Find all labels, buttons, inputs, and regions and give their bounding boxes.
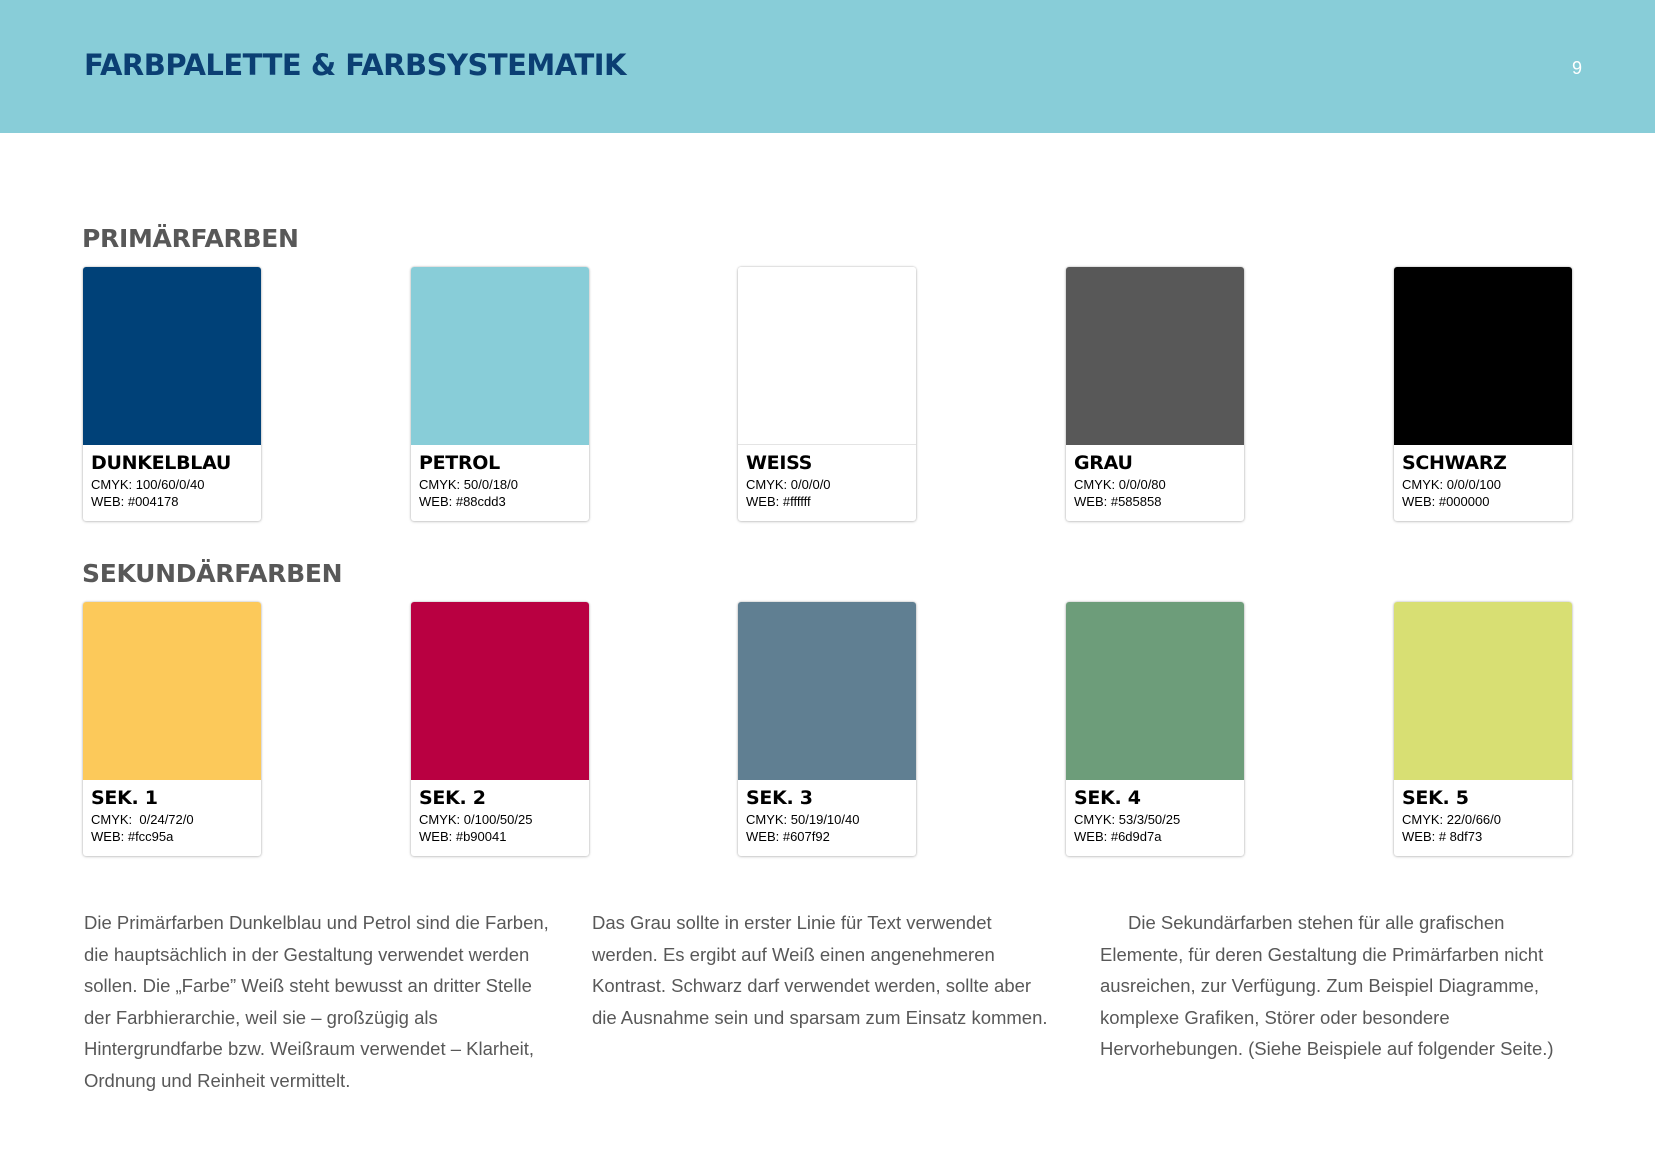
swatch-web: WEB: #fcc95a <box>91 829 174 844</box>
swatch-name: SEK. 5 <box>1402 787 1469 809</box>
secondary-swatch-row <box>83 602 1573 856</box>
swatch-web: WEB: #607f92 <box>746 829 830 844</box>
swatch-color <box>1394 602 1572 780</box>
swatch-color <box>1066 602 1244 780</box>
swatch-web: WEB: #88cdd3 <box>419 494 506 509</box>
swatch-web: WEB: #6d9d7a <box>1074 829 1162 844</box>
swatch-color <box>83 602 261 780</box>
swatch-card-petrol <box>411 267 589 521</box>
secondary-colors-heading: SEKUNDÄRFARBEN <box>82 559 343 588</box>
swatch-web: WEB: #000000 <box>1402 494 1490 509</box>
swatch-web: WEB: #ffffff <box>746 494 811 509</box>
swatch-web: WEB: #b90041 <box>419 829 507 844</box>
swatch-color <box>1066 267 1244 445</box>
swatch-card-sek-5 <box>1394 602 1572 856</box>
primary-colors-heading: PRIMÄRFARBEN <box>82 224 299 253</box>
swatch-cmyk: CMYK: 100/60/0/40 <box>91 477 205 492</box>
swatch-cmyk: CMYK: 50/0/18/0 <box>419 477 518 492</box>
swatch-web: WEB: #004178 <box>91 494 179 509</box>
swatch-color <box>738 267 916 445</box>
swatch-card-weiss <box>738 267 916 521</box>
swatch-web: WEB: #585858 <box>1074 494 1162 509</box>
swatch-cmyk: CMYK: 0/100/50/25 <box>419 812 533 827</box>
swatch-card-grau <box>1066 267 1244 521</box>
swatch-color <box>411 267 589 445</box>
primary-swatch-row <box>83 267 1573 521</box>
swatch-name: DUNKELBLAU <box>91 452 232 474</box>
swatch-name: GRAU <box>1074 452 1133 474</box>
swatch-name: PETROL <box>419 452 500 474</box>
swatch-card-dunkelblau <box>83 267 261 521</box>
text-column-secondary: Die Sekundärfarben stehen für alle grafischen Elemente, für deren Gestaltung die Primärfarben nicht ausreichen, zur Verfügung. Zum Beispiel Diagramme, komplexe Grafiken, Störer oder besondere Hervorhebungen. (Siehe Beispiele auf folgender Seite.) <box>1100 912 1554 1059</box>
swatch-card-sek-1 <box>83 602 261 856</box>
swatch-web: WEB: # 8df73 <box>1402 829 1483 844</box>
swatch-card-sek-3 <box>738 602 916 856</box>
swatch-card-sek-4 <box>1066 602 1244 856</box>
text-column-primary: Die Primärfarben Dunkelblau und Petrol sind die Farben, die hauptsächlich in der Gestaltung verwendet werden sollen. Die „Farbe” Weiß steht bewusst an dritter Stelle der Farbhierarchie, weil sie – großzügig als Hintergrundfarbe bzw. Weißraum verwendet – Klarheit, Ordnung und Reinheit vermittelt. <box>84 912 549 1091</box>
swatch-name: SEK. 3 <box>746 787 813 809</box>
swatch-color <box>411 602 589 780</box>
swatch-cmyk: CMYK: 0/0/0/80 <box>1074 477 1166 492</box>
swatch-name: SEK. 4 <box>1074 787 1141 809</box>
swatch-cmyk: CMYK: 50/19/10/40 <box>746 812 860 827</box>
swatch-name: WEISS <box>746 452 813 474</box>
swatch-card-sek-2 <box>411 602 589 856</box>
page-header <box>0 0 1655 133</box>
swatch-name: SCHWARZ <box>1402 452 1507 474</box>
swatch-cmyk: CMYK: 22/0/66/0 <box>1402 812 1501 827</box>
swatch-card-schwarz <box>1394 267 1572 521</box>
swatch-color <box>83 267 261 445</box>
swatch-color <box>738 602 916 780</box>
swatch-cmyk: CMYK: 0/0/0/0 <box>746 477 831 492</box>
page-number: 9 <box>1571 58 1582 78</box>
swatch-cmyk: CMYK: 0/0/0/100 <box>1402 477 1501 492</box>
page-title: FARBPALETTE & FARBSYSTEMATIK <box>84 48 627 82</box>
text-column-grey: Das Grau sollte in erster Linie für Text verwendet werden. Es ergibt auf Weiß einen angenehmeren Kontrast. Schwarz darf verwendet werden, sollte aber die Ausnahme sein und sparsam zum Einsatz kommen. <box>592 912 1048 1028</box>
swatch-color <box>1394 267 1572 445</box>
swatch-cmyk: CMYK: 0/24/72/0 <box>91 812 194 827</box>
swatch-name: SEK. 2 <box>419 787 486 809</box>
swatch-cmyk: CMYK: 53/3/50/25 <box>1074 812 1181 827</box>
swatch-name: SEK. 1 <box>91 787 158 809</box>
